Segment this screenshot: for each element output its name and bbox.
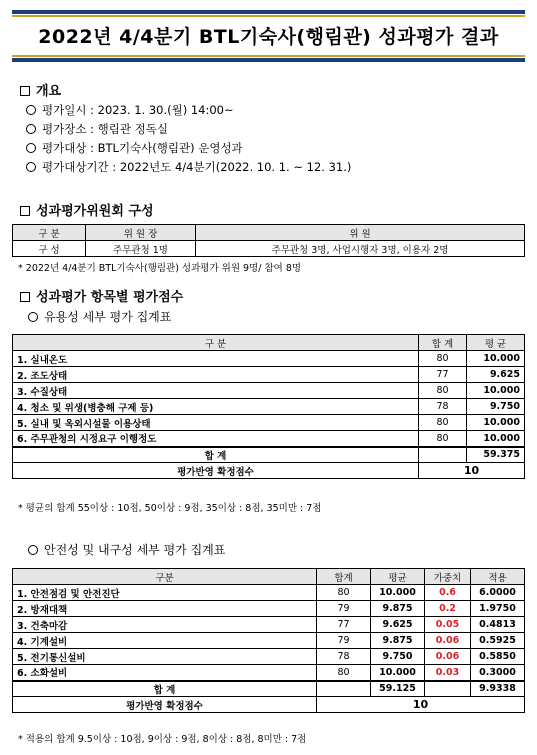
committee-heading: 성과평가위원회 구성	[20, 200, 154, 219]
table-row: 3. 수질상태 80 10.000	[13, 383, 525, 399]
title-bottom-bar	[12, 58, 525, 62]
title-top-bar	[12, 10, 525, 14]
table-header: 평 균	[467, 335, 525, 351]
committee-table	[12, 224, 525, 257]
table-row: 6. 소화설비 80 10.000 0.03 0.3000	[13, 665, 525, 681]
table-header: 위 원 장	[86, 225, 196, 241]
safety-subheading: 안전성 및 내구성 세부 평가 집계표	[28, 541, 225, 558]
circle-bullet-icon	[26, 143, 36, 153]
square-bullet-icon	[20, 292, 30, 302]
table-row: 4. 청소 및 위생(병충해 구제 등) 78 9.750	[13, 399, 525, 415]
table-header: 합 계	[419, 335, 467, 351]
table-header: 합계	[317, 569, 371, 585]
safety-note: * 적용의 합계 9.5이상 : 10점, 9이상 : 9점, 8이상 : 8점, 8미만 : 7점	[18, 734, 307, 745]
table-cell: 주무관청 1명	[86, 241, 196, 257]
committee-note: * 2022년 4/4분기 BTL기숙사(행림관) 성과평가 위원 9명/ 참여 8명	[18, 263, 302, 274]
final-score-row: 평가반영 확정점수 10	[13, 697, 525, 713]
table-header: 위 원	[196, 225, 525, 241]
table-header: 적용	[471, 569, 525, 585]
table-row: 6. 주무관청의 시정요구 이행정도 80 10.000	[13, 431, 525, 447]
circle-bullet-icon	[26, 124, 36, 134]
usability-subheading: 유용성 세부 평가 집계표	[28, 308, 171, 325]
total-row: 합 계 59.375	[13, 447, 525, 463]
table-header: 구분	[13, 569, 317, 585]
table-row: 5. 실내 및 옥외시설물 이용상태 80 10.000	[13, 415, 525, 431]
circle-bullet-icon	[28, 545, 38, 555]
table-cell: 구 성	[13, 241, 86, 257]
overview-heading: 개요	[20, 80, 61, 99]
table-row: 4. 기계설비 79 9.875 0.06 0.5925	[13, 633, 525, 649]
square-bullet-icon	[20, 86, 30, 96]
safety-table	[12, 568, 525, 713]
table-row: 5. 전기통신설비 78 9.750 0.06 0.5850	[13, 649, 525, 665]
overview-item: 평가대상기간 : 2022년도 4/4분기(2022. 10. 1. ~ 12. 31.)	[26, 159, 351, 175]
overview-item: 평가대상 : BTL기숙사(행림관) 운영성과	[26, 140, 243, 156]
table-header: 가중치	[425, 569, 471, 585]
overview-item: 평가장소 : 행림관 정독실	[26, 121, 168, 137]
table-row: 1. 안전점검 및 안전진단 80 10.000 0.6 6.0000	[13, 585, 525, 601]
title-top-accent	[12, 15, 525, 17]
usability-note: * 평균의 합계 55이상 : 10점, 50이상 : 9점, 35이상 : 8점, 35미만 : 7점	[18, 503, 322, 514]
table-cell: 주무관청 3명, 사업시행자 3명, 이용자 2명	[196, 241, 525, 257]
circle-bullet-icon	[28, 312, 38, 322]
page-title: 2022년 4/4분기 BTL기숙사(행림관) 성과평가 결과	[38, 26, 499, 48]
table-row: 1. 실내온도 80 10.000	[13, 351, 525, 367]
overview-item: 평가일시 : 2023. 1. 30.(월) 14:00~	[26, 102, 234, 118]
total-row: 합 계 59.125 9.9338	[13, 681, 525, 697]
table-header: 평균	[371, 569, 425, 585]
circle-bullet-icon	[26, 105, 36, 115]
circle-bullet-icon	[26, 162, 36, 172]
final-score-row: 평가반영 확정점수 10	[13, 463, 525, 479]
scores-heading: 성과평가 항목별 평가점수	[20, 286, 183, 305]
usability-table	[12, 334, 525, 479]
table-header: 구 분	[13, 225, 86, 241]
table-row: 2. 방재대책 79 9.875 0.2 1.9750	[13, 601, 525, 617]
table-row: 2. 조도상태 77 9.625	[13, 367, 525, 383]
table-row: 3. 건축마감 77 9.625 0.05 0.4813	[13, 617, 525, 633]
table-header: 구 분	[13, 335, 419, 351]
title-bottom-accent	[12, 55, 525, 57]
square-bullet-icon	[20, 206, 30, 216]
